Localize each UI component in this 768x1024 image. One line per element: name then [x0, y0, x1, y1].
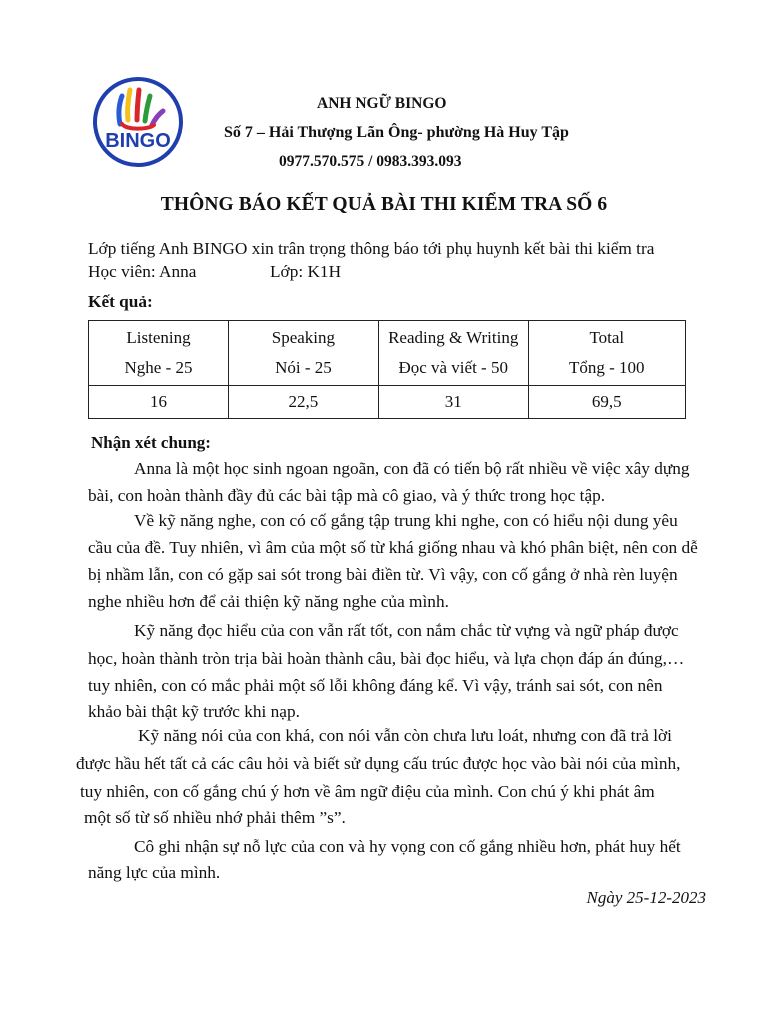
score-total: 69,5: [528, 386, 685, 419]
scores-header-row: [89, 321, 686, 386]
date-line: Ngày 25-12-2023: [586, 888, 706, 907]
comment-line: khảo bài thật kỹ trước khi nạp.: [88, 702, 300, 721]
header-speaking: Speaking Nói - 25: [228, 321, 378, 386]
comment-line: học, hoàn thành tròn trịa bài hoàn thành câu, bài đọc hiểu, và lựa chọn đáp án đúng,…: [88, 649, 685, 668]
document-title: THÔNG BÁO KẾT QUẢ BÀI THI KIỂM TRA SỐ 6: [160, 194, 608, 215]
student-name: Học viên: Anna: [88, 262, 197, 281]
comment-line: bị nhầm lẫn, con có gặp sai sót trong bài điền từ. Vì vậy, con cố gắng ở nhà rèn luyện: [88, 565, 678, 584]
comment-line: tuy nhiên, con có mắc phải một số lỗi không đáng kể. Vì vậy, tránh sai sót, con nên: [88, 676, 663, 695]
comment-line: nghe nhiều hơn để cải thiện kỹ năng nghe của mình.: [88, 592, 449, 611]
scores-value-row: [89, 386, 686, 419]
comment-line: Cô ghi nhận sự nỗ lực của con và hy vọng con cố gắng nhiều hơn, phát huy hết: [134, 837, 681, 856]
scores-table: [88, 320, 686, 419]
score-speaking: 22,5: [228, 386, 378, 419]
comment-line: cầu của đề. Tuy nhiên, vì âm của một số từ khá giống nhau và khó phân biệt, nên con dễ: [88, 538, 698, 557]
class-name: Lớp: K1H: [270, 262, 342, 281]
school-address: Số 7 – Hải Thượng Lãn Ông- phường Hà Huy Tập: [224, 124, 569, 141]
hand-finger-yellow: [128, 90, 130, 120]
comments-label: Nhận xét chung:: [91, 433, 211, 452]
results-label: Kết quả:: [88, 292, 153, 311]
header-total: Total Tổng - 100: [528, 321, 685, 386]
comment-line: Kỹ năng nói của con khá, con nói vẫn còn chưa lưu loát, nhưng con đã trả lời: [138, 726, 672, 745]
comment-line: Về kỹ năng nghe, con có cố gắng tập trung khi nghe, con có hiểu nội dung yêu: [134, 511, 678, 530]
school-name: ANH NGỮ BINGO: [317, 95, 447, 112]
comment-line: được hầu hết tất cả các câu hỏi và biết sử dụng cấu trúc được học vào bài nói của mình,: [76, 754, 681, 773]
header-reading-writing: Reading & Writing Đọc và viết - 50: [378, 321, 528, 386]
intro-line: Lớp tiếng Anh BINGO xin trân trọng thông báo tới phụ huynh kết bài thi kiểm tra: [88, 239, 655, 258]
comment-line: Anna là một học sinh ngoan ngoãn, con đã có tiến bộ rất nhiều về việc xây dựng: [134, 459, 690, 478]
score-listening: 16: [89, 386, 229, 419]
hand-finger-red: [137, 90, 139, 120]
score-reading-writing: 31: [378, 386, 528, 419]
header-listening: Listening Nghe - 25: [89, 321, 229, 386]
logo-text: BINGO: [105, 130, 171, 152]
bingo-logo: [92, 76, 184, 168]
comment-line: năng lực của mình.: [88, 863, 221, 882]
comment-line: Kỹ năng đọc hiểu của con vẫn rất tốt, con nắm chắc từ vựng và ngữ pháp được: [134, 621, 679, 640]
comment-line: bài, con hoàn thành đầy đủ các bài tập mà cô giao, và ý thức trong học tập.: [88, 486, 606, 505]
comment-line: một số từ số nhiều nhớ phải thêm ”s”.: [84, 808, 346, 827]
comment-line: tuy nhiên, con cố gắng chú ý hơn về âm ngữ điệu của mình. Con chú ý khi phát âm: [80, 782, 655, 801]
school-phones: 0977.570.575 / 0983.393.093: [279, 153, 462, 170]
